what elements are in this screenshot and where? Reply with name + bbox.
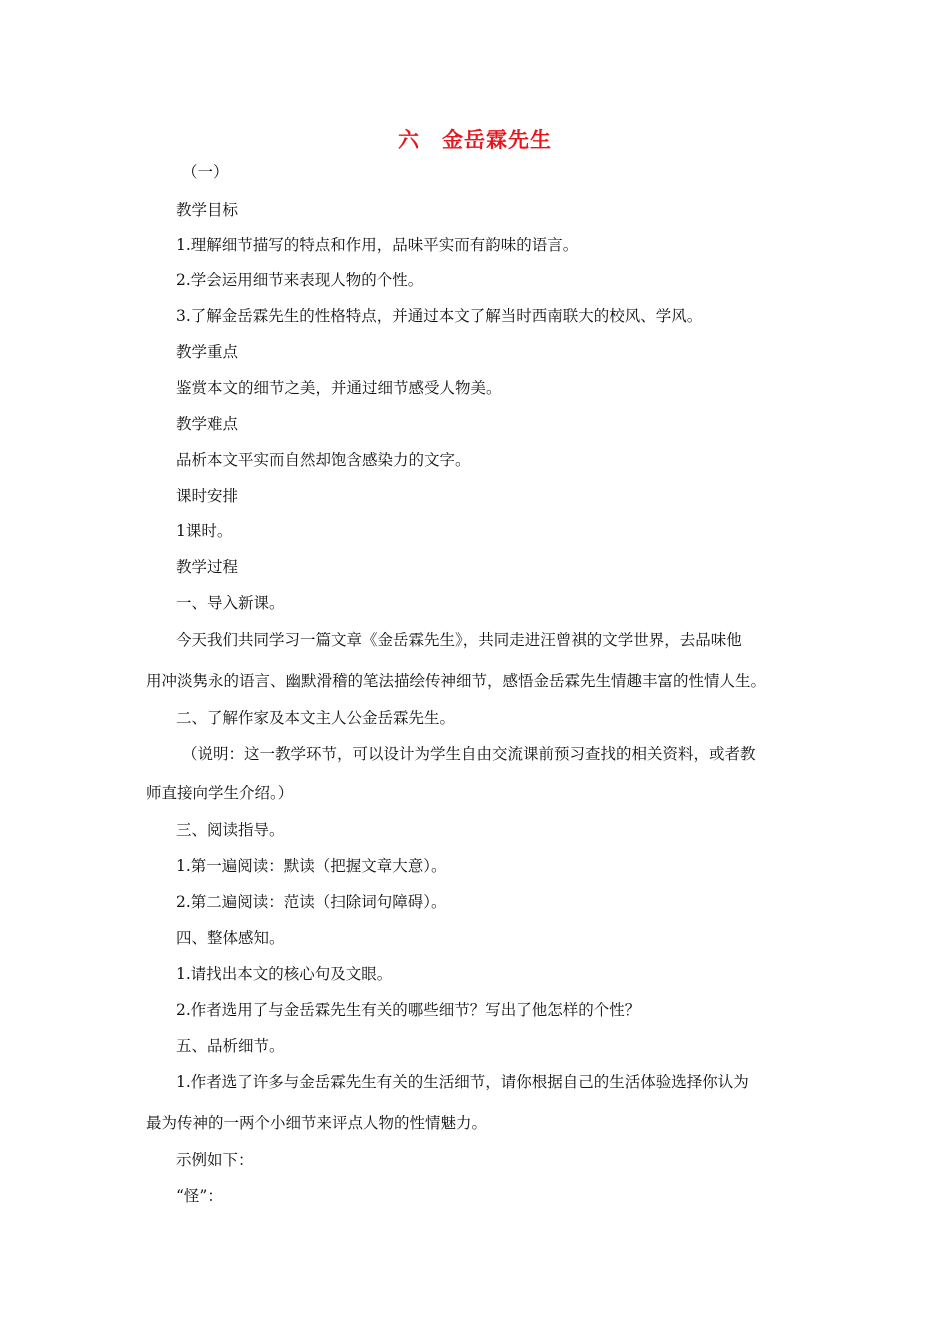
heading-objectives: 教学目标 [176, 201, 239, 219]
heading-schedule: 课时安排 [176, 487, 239, 505]
objective-2: 2.学会运用细节来表现人物的个性。 [176, 271, 424, 289]
section-marker: （一） [182, 163, 229, 181]
heading-difficulties: 教学难点 [176, 415, 239, 433]
perception-1: 1.请找出本文的核心句及文眼。 [176, 965, 393, 983]
reading-1: 1.第一遍阅读：默读（把握文章大意）。 [176, 857, 447, 875]
key-points-text: 鉴赏本文的细节之美，并通过细节感受人物美。 [176, 379, 502, 397]
step-5-heading: 五、品析细节。 [176, 1037, 285, 1055]
example-label: 示例如下： [176, 1151, 254, 1169]
schedule-text: 1课时。 [176, 522, 233, 540]
title-text: 金岳霖先生 [442, 128, 552, 152]
intro-paragraph-line-2: 用冲淡隽永的语言、幽默滑稽的笔法描绘传神细节，感悟金岳霖先生情趣丰富的性情人生。 [146, 672, 767, 690]
step-4-heading: 四、整体感知。 [176, 929, 285, 947]
example-strange: “怪”： [176, 1187, 223, 1205]
intro-paragraph-line-1: 今天我们共同学习一篇文章《金岳霖先生》，共同走进汪曾祺的文学世界，去品味他 [176, 631, 742, 649]
heading-process: 教学过程 [176, 558, 239, 576]
objective-3: 3.了解金岳霖先生的性格特点，并通过本文了解当时西南联大的校风、学风。 [176, 307, 703, 325]
difficulties-text: 品析本文平实而自然却饱含感染力的文字。 [176, 451, 471, 469]
objective-1: 1.理解细节描写的特点和作用，品味平实而有韵味的语言。 [176, 236, 579, 254]
heading-key-points: 教学重点 [176, 343, 239, 361]
detail-question-line-2: 最为传神的一两个小细节来评点人物的性情魅力。 [146, 1114, 488, 1132]
perception-2: 2.作者选用了与金岳霖先生有关的哪些细节？写出了他怎样的个性？ [176, 1001, 641, 1019]
step-1-heading: 一、导入新课。 [176, 594, 285, 612]
note-line-1: （说明：这一教学环节，可以设计为学生自由交流课前预习查找的相关资料，或者教 [182, 745, 756, 763]
step-2-heading: 二、了解作家及本文主人公金岳霖先生。 [176, 709, 456, 727]
detail-question-line-1: 1.作者选了许多与金岳霖先生有关的生活细节，请你根据自己的生活体验选择你认为 [176, 1073, 749, 1091]
step-3-heading: 三、阅读指导。 [176, 821, 285, 839]
note-line-2: 师直接向学生介绍。） [146, 784, 294, 802]
title-number: 六 [398, 128, 420, 152]
reading-2: 2.第二遍阅读：范读（扫除词句障碍）。 [176, 893, 447, 911]
page-title [0, 124, 950, 154]
